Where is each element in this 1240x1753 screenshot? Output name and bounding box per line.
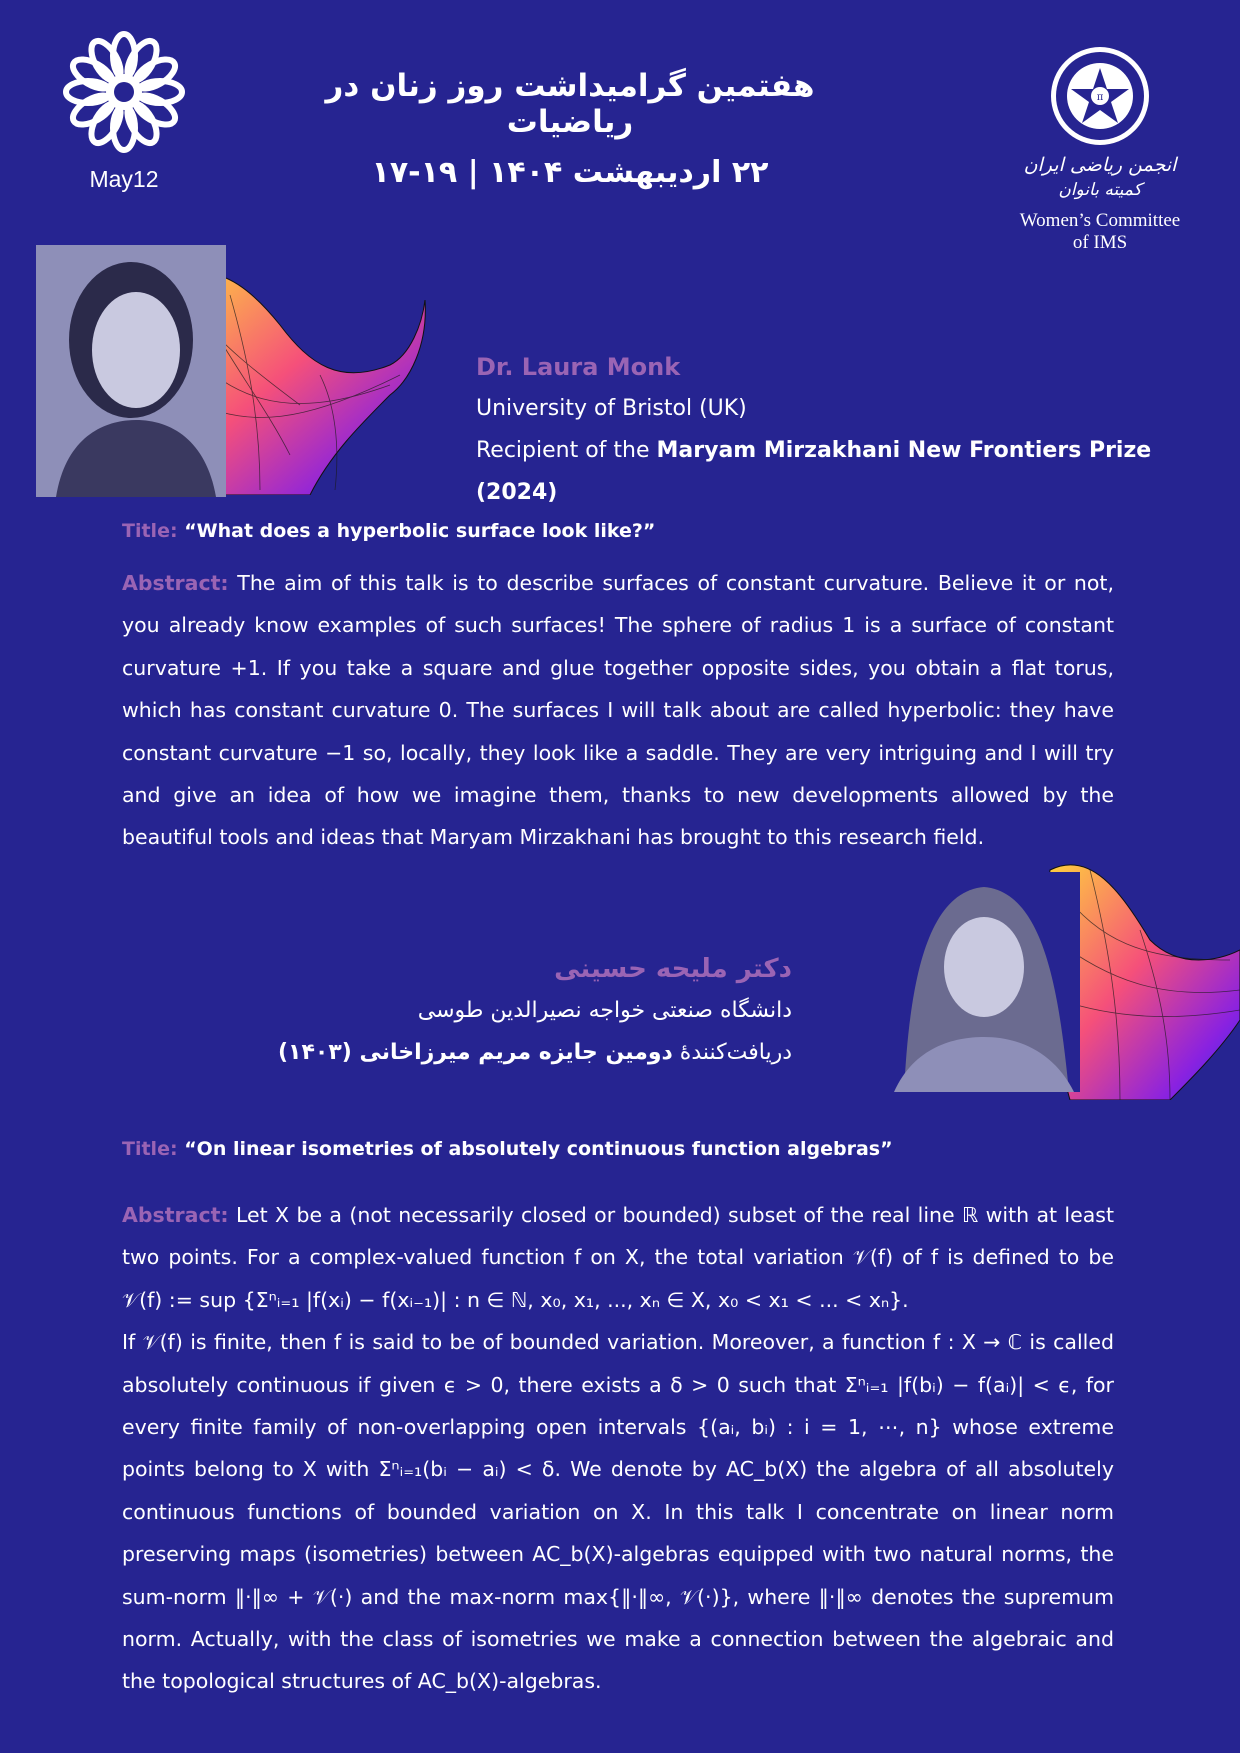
speaker1-award: Maryam Mirzakhani New Frontiers Prize (2024) <box>476 438 1152 505</box>
talk1-title: “What does a hyperbolic surface look like?” <box>184 520 656 542</box>
flower-logo-icon <box>62 30 186 154</box>
malihe-hosseini-photo <box>884 872 1080 1092</box>
talk2-title-line <box>122 1138 1122 1160</box>
svg-text:π: π <box>1096 92 1104 103</box>
ims-persian-name: انجمن ریاضی ایران <box>1023 154 1177 176</box>
talk2-abstract <box>122 1194 1114 1703</box>
talk1-title-label: Title: <box>122 520 178 542</box>
talk2-title-label: Title: <box>122 1138 178 1160</box>
speaker1-award-line <box>476 430 1196 514</box>
laura-monk-photo <box>36 245 226 497</box>
speaker2-award-prefix: دریافت‌کنندهٔ <box>672 1040 792 1065</box>
talk2-title: “On linear isometries of absolutely continuous function algebras” <box>184 1138 893 1160</box>
speaker2-award: دومین جایزه مریم میرزاخانی (۱۴۰۳) <box>277 1040 673 1065</box>
talk2-abstract-paragraph-1 <box>122 1194 1114 1321</box>
talk1-title-line <box>122 520 1122 542</box>
speaker1-award-prefix: Recipient of the <box>476 438 657 463</box>
talk1-abstract <box>122 562 1114 859</box>
logo-date: May12 <box>89 166 159 192</box>
event-date: ۲۲ اردیبهشت ۱۴۰۴ | ۱۹-۱۷ <box>371 155 769 190</box>
ims-womens-committee-logo <box>1000 44 1200 254</box>
committee-persian-name: کمیته بانوان <box>1058 180 1142 200</box>
speaker1-affiliation: University of Bristol (UK) <box>476 396 747 421</box>
talk2-abstract-paragraph-2: If 𝒱(f) is finite, then f is said to be of bounded variation. Moreover, a function f : X → ℂ is called absolutely continuous if given ϵ > 0, there exists a δ > 0 such that Σⁿᵢ₌₁ |f(bᵢ) − f(aᵢ)| < ϵ, for every finite family of non-overlapping open intervals {(aᵢ, bᵢ) : i = 1, ⋯, n} whose extreme points belong to X with Σⁿᵢ₌₁(bᵢ − aᵢ) < δ. We denote by AC_b(X) the algebra of all absolutely continuous functions of bounded variation on X. In this talk I concentrate on linear norm preserving maps (isometries) between AC_b(X)-algebras equipped with two natural norms, the sum-norm ‖·‖∞ + 𝒱(·) and the max-norm max{‖·‖∞, 𝒱(·)}, where ‖·‖∞ denotes the supremum norm. Actually, with the class of isometries we make a connection between the algebraic and the topological structures of AC_b(X)-algebras. <box>122 1330 1114 1694</box>
speaker2-name: دکتر ملیحه حسینی <box>554 954 792 984</box>
committee-english-name-line1: Women’s Committee <box>1019 210 1181 231</box>
talk1-abstract-text: The aim of this talk is to describe surfaces of constant curvature. Believe it or not, you already know examples of such surfaces! The sphere of radius 1 is a surface of constant curvature +1. If you take a square and glue together opposite sides, you obtain a flat torus, which has constant curvature 0. The surfaces I will talk about are called hyperbolic: they have constant curvature −1 so, locally, they look like a saddle. They are very intriguing and I will try and give an idea of how we imagine them, thanks to new developments allowed by the beautiful tools and ideas that Maryam Mirzakhani has brought to this research field. <box>122 571 1114 850</box>
talk2-abstract-text-1: Let X be a (not necessarily closed or bounded) subset of the real line ℝ with at least two points. For a complex-valued function f on X, the total variation 𝒱(f) of f is defined to be 𝒱(f) := sup {Σⁿᵢ₌₁ |f(xᵢ) − f(xᵢ₋₁)| : n ∈ ℕ, x₀, x₁, ..., xₙ ∈ X, x₀ < x₁ < ... < xₙ}. <box>122 1203 1114 1312</box>
speaker2-info <box>250 948 792 1074</box>
event-title: هفتمین گرامیداشت روز زنان در ریاضیات <box>325 68 815 140</box>
committee-english-name-line2: of IMS <box>1072 232 1128 253</box>
talk1-abstract-label: Abstract: <box>122 571 229 595</box>
may12-logo <box>62 30 186 200</box>
speaker1-info <box>476 346 1196 514</box>
speaker2-affiliation: دانشگاه صنعتی خواجه نصیرالدین طوسی <box>417 998 792 1023</box>
speaker1-name: Dr. Laura Monk <box>476 353 681 381</box>
talk2-abstract-label: Abstract: <box>122 1203 229 1227</box>
ims-seal-icon <box>1048 44 1152 148</box>
speaker2-award-line <box>250 1032 792 1074</box>
